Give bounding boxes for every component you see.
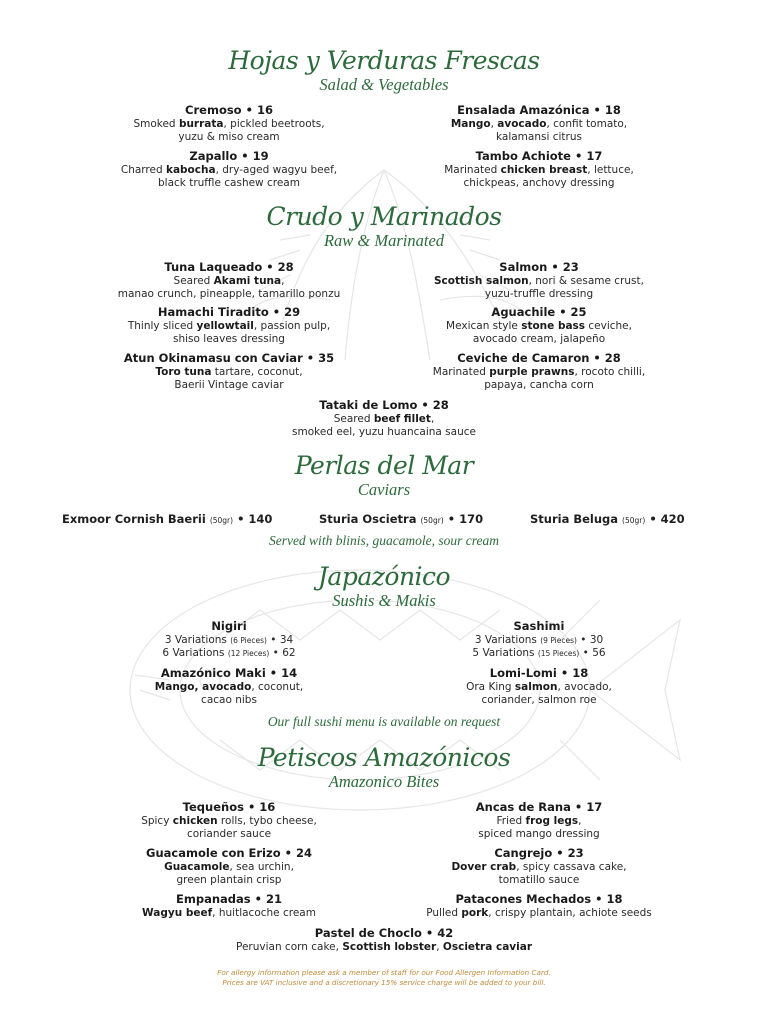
- caviar-item-beluga: [530, 512, 685, 528]
- item-description: Ora King salmon, avocado,: [466, 681, 612, 693]
- sushi-full-menu-note: Our full sushi menu is available on request: [267, 714, 501, 729]
- section-subtitle: Amazonico Bites: [328, 772, 440, 791]
- item-description: coriander sauce: [186, 828, 272, 840]
- item-description: Charred kabocha, dry-aged wagyu beef,: [120, 164, 338, 176]
- section-bites-heading: [0, 743, 768, 791]
- item-description: Dover crab, spicy cassava cake,: [451, 861, 627, 873]
- item-description: Toro tuna tartare, coconut,: [155, 366, 303, 378]
- section-title: Hojas y Verduras Frescas: [228, 46, 540, 75]
- section-subtitle: Caviars: [357, 480, 411, 499]
- item-description: Mango, avocado, confit tomato,: [450, 118, 628, 130]
- item-description: tomatillo sauce: [498, 874, 580, 886]
- item-description: 6 Variations (12 Pieces) • 62: [162, 647, 296, 659]
- menu-item-sashimi: [389, 619, 689, 660]
- menu-item-lomi: [389, 666, 689, 707]
- item-description: Scottish salmon, nori & sesame crust,: [434, 275, 644, 287]
- item-description: spiced mango dressing: [478, 828, 600, 840]
- item-description: Baerii Vintage caviar: [174, 379, 284, 391]
- item-description: shiso leaves dressing: [173, 333, 285, 345]
- item-name: Amazónico Maki • 14: [160, 666, 298, 680]
- item-name: Hamachi Tiradito • 29: [157, 305, 301, 319]
- caviar-price: • 420: [649, 512, 685, 526]
- item-name: Tequeños • 16: [182, 800, 276, 814]
- item-description: kalamansi citrus: [496, 131, 582, 143]
- item-name: Aguachile • 25: [491, 305, 587, 319]
- item-name: Atun Okinamasu con Caviar • 35: [123, 351, 335, 365]
- item-description: manao crunch, pineapple, tamarillo ponzu: [117, 288, 341, 300]
- caviar-price: • 170: [447, 512, 484, 526]
- section-raw-heading: [0, 202, 768, 250]
- item-name: Tambo Achiote • 17: [475, 149, 603, 163]
- item-description: Mango, avocado, coconut,: [154, 681, 304, 693]
- item-name: Lomi-Lomi • 18: [489, 666, 589, 680]
- item-description: Peruvian corn cake, Scottish lobster, Oscietra caviar: [235, 941, 532, 953]
- menu-item-aguachile: [389, 305, 689, 346]
- section-title: Japazónico: [317, 562, 451, 591]
- item-description: coriander, salmon roe: [481, 694, 597, 706]
- item-name: Salmon • 23: [499, 260, 579, 274]
- menu-item-ensalada: [389, 103, 689, 144]
- item-name: Nigiri: [211, 619, 247, 633]
- menu-item-hamachi: [79, 305, 379, 346]
- item-description: yuzu-truffle dressing: [484, 288, 594, 300]
- item-name: Ensalada Amazónica • 18: [457, 103, 621, 117]
- item-name: Cangrejo • 23: [494, 846, 584, 860]
- item-description: yuzu & miso cream: [178, 131, 280, 143]
- item-name: Empanadas • 21: [176, 892, 282, 906]
- caviar-item-oscietra: [319, 512, 483, 528]
- item-description: Spicy chicken rolls, tybo cheese,: [141, 815, 317, 827]
- menu-item-patacones: [389, 892, 689, 920]
- item-description: smoked eel, yuzu huancaina sauce: [292, 426, 476, 438]
- item-description: 5 Variations (15 Pieces) • 56: [472, 647, 606, 659]
- caviar-size: (50gr): [622, 516, 646, 525]
- item-description: 3 Variations (6 Pieces) • 34: [164, 634, 294, 646]
- item-name: Sashimi: [513, 619, 565, 633]
- section-subtitle: Sushis & Makis: [332, 591, 436, 610]
- menu-item-pastel: [184, 926, 584, 954]
- caviar-name: Exmoor Cornish Baerii: [62, 512, 206, 526]
- footer-disclaimer: [0, 968, 768, 987]
- item-name: Guacamole con Erizo • 24: [146, 846, 312, 860]
- menu-item-tataki: [234, 398, 534, 439]
- item-description: Thinly sliced yellowtail, passion pulp,: [127, 320, 331, 332]
- menu-item-cangrejo: [389, 846, 689, 887]
- footer-allergy-line: For allergy information please ask a member of staff for our Food Allergen Information Card.: [217, 968, 551, 977]
- menu-item-zapallo: [79, 149, 379, 190]
- menu-item-maki: [79, 666, 379, 707]
- item-description: Fried frog legs,: [496, 815, 582, 827]
- menu-item-nigiri: [79, 619, 379, 660]
- caviar-price: • 140: [237, 512, 273, 526]
- section-salad-heading: [0, 46, 768, 94]
- item-description: cacao nibs: [201, 694, 257, 706]
- item-description: chickpeas, anchovy dressing: [463, 177, 615, 189]
- item-name: Ancas de Rana • 17: [475, 800, 603, 814]
- caviar-size: (50gr): [209, 516, 234, 525]
- caviar-served-note: Served with blinis, guacamole, sour cream: [268, 533, 500, 548]
- menu-item-ancas: [389, 800, 689, 841]
- footer-prices-line: Prices are VAT inclusive and a discretionary 15% service charge will be added to your bill.: [222, 977, 546, 987]
- item-name: Tuna Laqueado • 28: [164, 260, 294, 274]
- section-title: Crudo y Marinados: [266, 202, 502, 231]
- item-description: Wagyu beef, huitlacoche cream: [142, 907, 316, 919]
- item-name: Tataki de Lomo • 28: [319, 398, 449, 412]
- section-title: Petiscos Amazónicos: [257, 743, 511, 772]
- item-description: Pulled pork, crispy plantain, achiote seeds: [426, 907, 652, 919]
- item-description: Seared Akami tuna,: [173, 275, 285, 287]
- section-subtitle: Salad & Vegetables: [319, 75, 449, 94]
- item-description: Guacamole, sea urchin,: [164, 861, 294, 873]
- item-name: Patacones Mechados • 18: [455, 892, 623, 906]
- caviar-name: Sturia Beluga: [530, 512, 619, 526]
- menu-item-guacamole: [79, 846, 379, 887]
- menu-item-ceviche: [389, 351, 689, 392]
- menu-item-atun: [79, 351, 379, 392]
- item-description: papaya, cancha corn: [484, 379, 594, 391]
- item-description: avocado cream, jalapeño: [472, 333, 606, 345]
- item-description: 3 Variations (9 Pieces) • 30: [474, 634, 604, 646]
- menu-item-tambo: [389, 149, 689, 190]
- item-name: Ceviche de Camaron • 28: [457, 351, 621, 365]
- item-description: Marinated purple prawns, rocoto chilli,: [432, 366, 646, 378]
- item-description: Marinated chicken breast, lettuce,: [444, 164, 634, 176]
- menu-item-salmon: [389, 260, 689, 301]
- menu-item-tequenos: [79, 800, 379, 841]
- item-description: black truffle cashew cream: [158, 177, 300, 189]
- section-subtitle: Raw & Marinated: [323, 231, 445, 250]
- caviar-item-baerii: [62, 512, 272, 528]
- section-sushi-heading: [0, 562, 768, 610]
- item-description: Mexican style stone bass ceviche,: [446, 320, 632, 332]
- item-description: green plantain crisp: [176, 874, 282, 886]
- menu-item-empanadas: [79, 892, 379, 920]
- caviar-name: Sturia Oscietra: [319, 512, 417, 526]
- item-name: Cremoso • 16: [185, 103, 273, 117]
- item-description: Seared beef fillet,: [333, 413, 435, 425]
- item-description: Smoked burrata, pickled beetroots,: [133, 118, 325, 130]
- item-name: Pastel de Choclo • 42: [314, 926, 454, 940]
- section-title: Perlas del Mar: [294, 451, 474, 480]
- menu-item-cremoso: [79, 103, 379, 144]
- caviar-size: (50gr): [420, 516, 444, 525]
- section-caviar-heading: [0, 451, 768, 499]
- item-name: Zapallo • 19: [189, 149, 269, 163]
- menu-item-tuna-laqueado: [79, 260, 379, 301]
